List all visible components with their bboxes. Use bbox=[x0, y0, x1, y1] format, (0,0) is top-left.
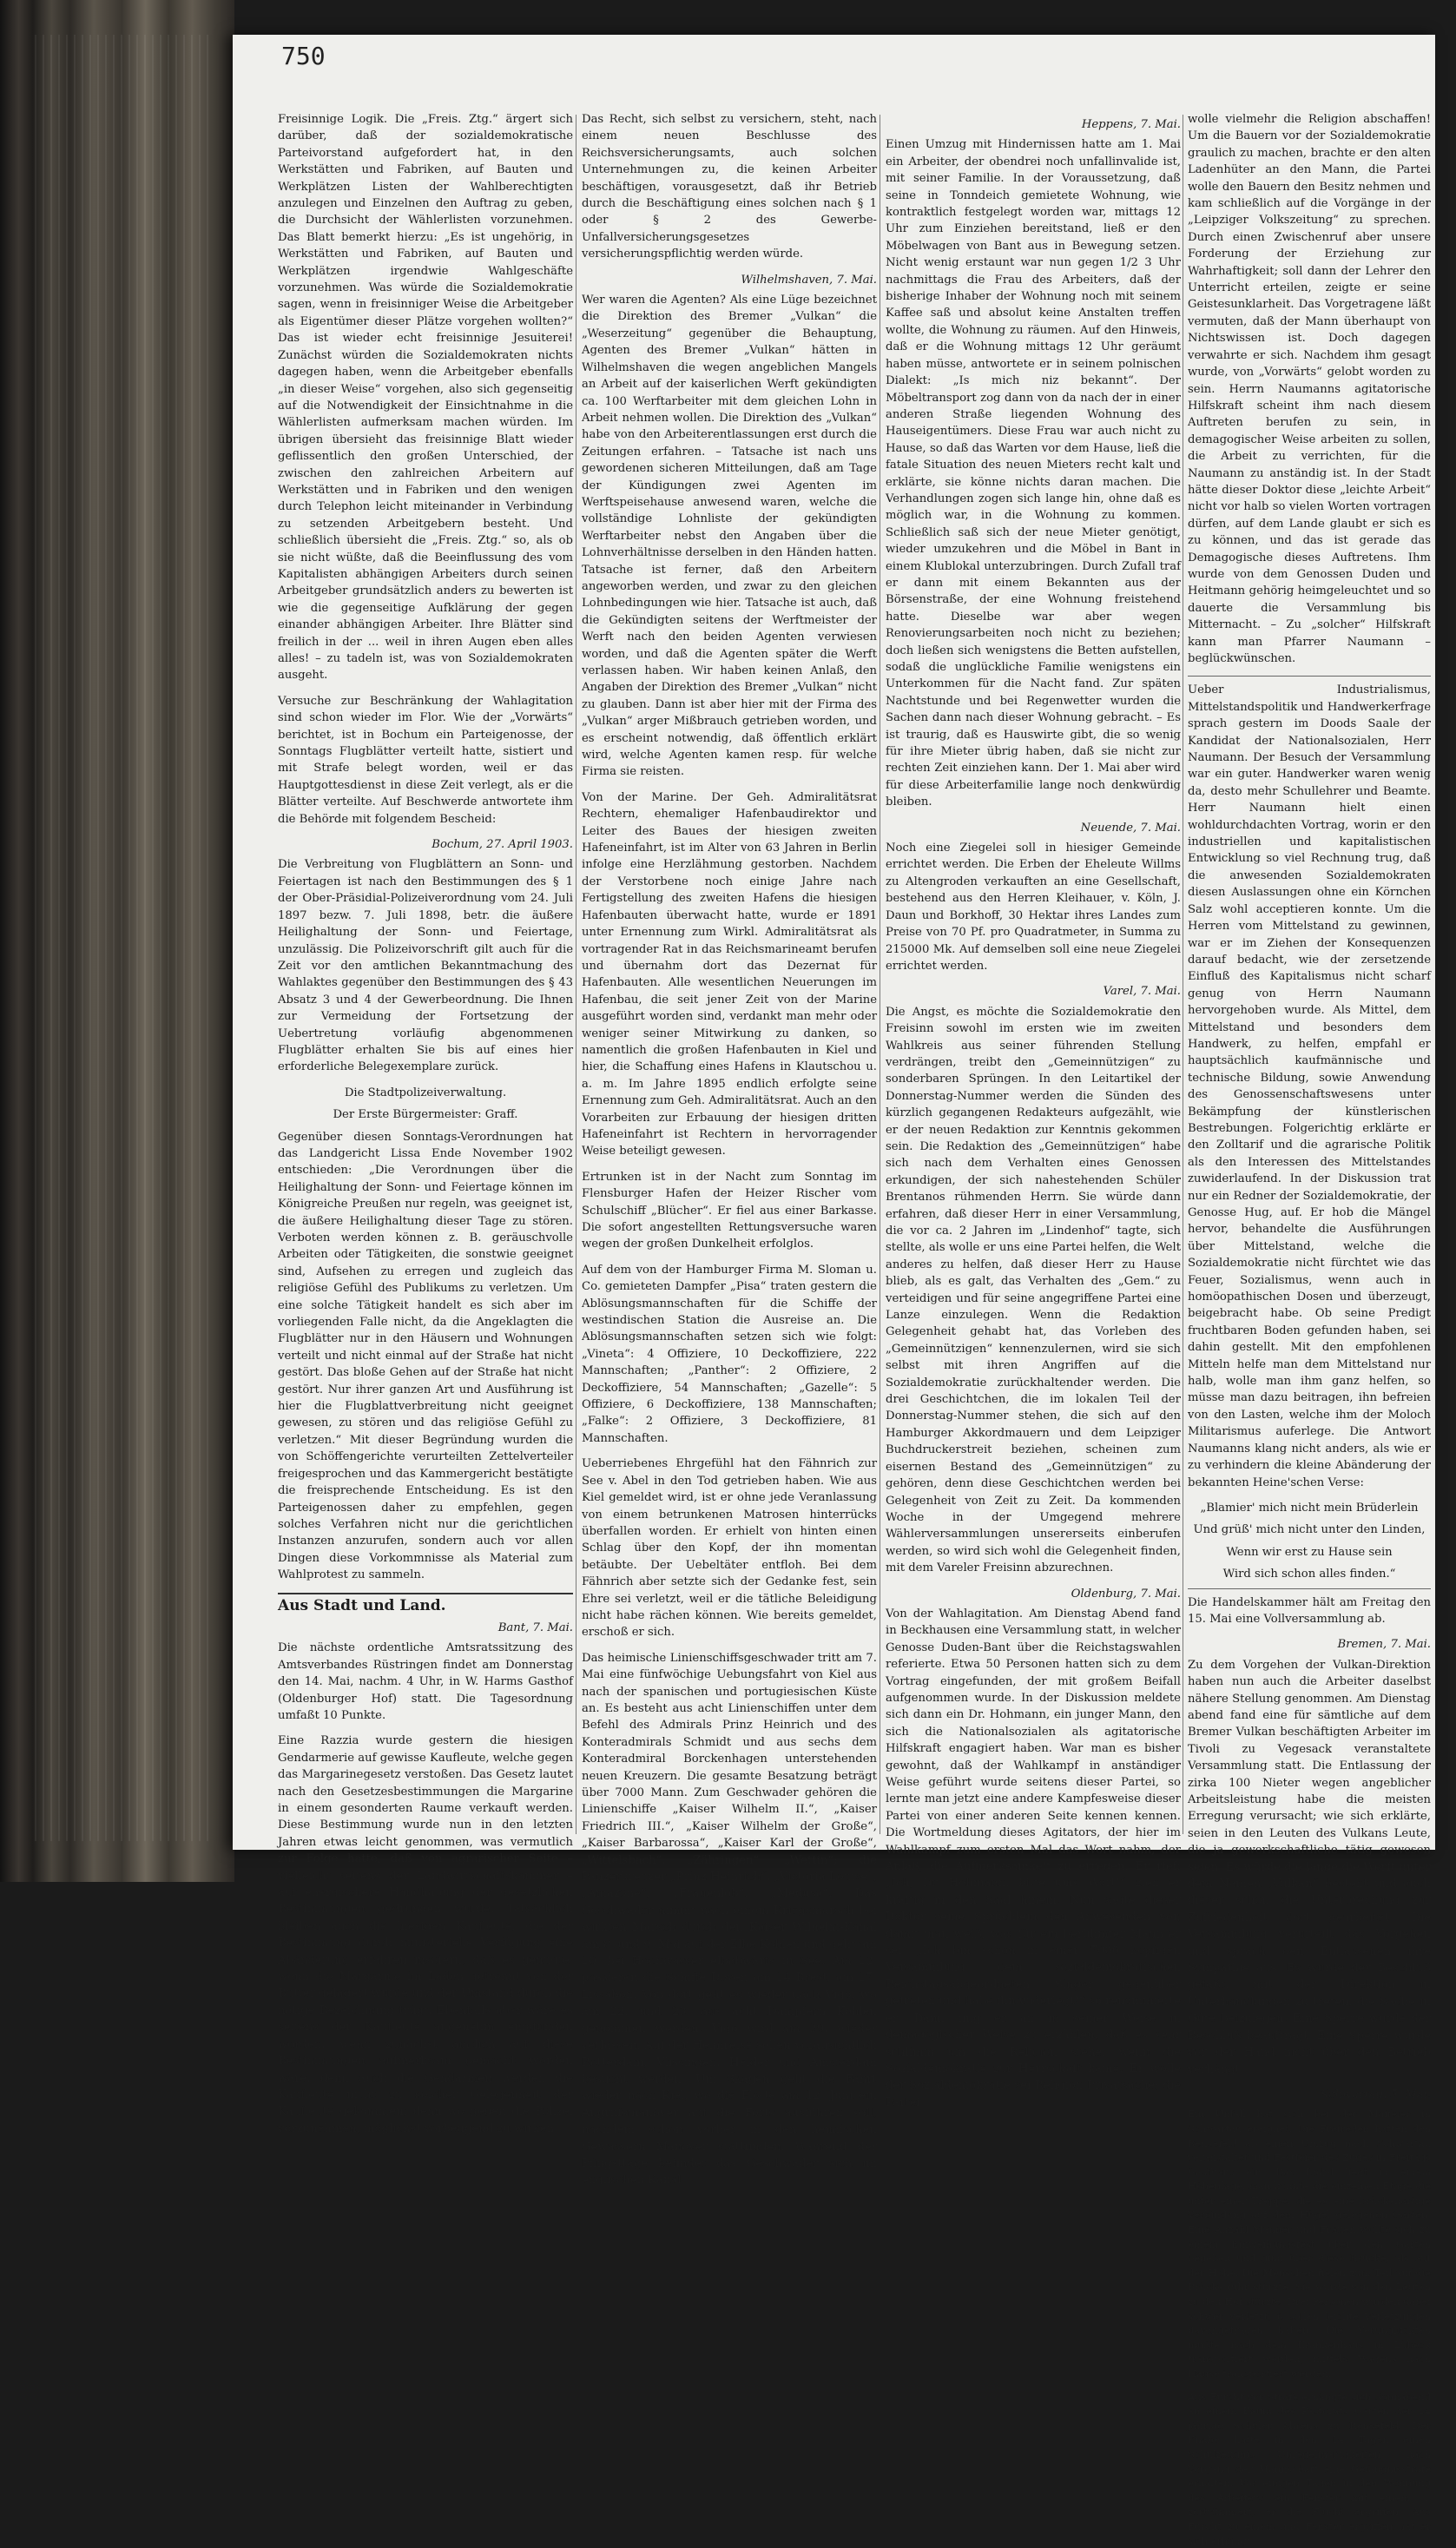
poem-line: Wird sich schon alles finden.“ bbox=[1222, 1568, 1396, 1581]
column-4 bbox=[1188, 111, 1431, 2547]
article-wahlagitation-oldenburg: Von der Wahlagitation. Am Dienstag Abend fand in Beckhausen eine Versammlung statt, in welcher Genosse Duden-Bant über die Reichstagswahlen referierte. Etwa 50 Personen hatten sich zu dem Vortrag eingefunden, der mit großem Beifall aufgenommen wurde. In der Diskussion meldete sich dann ein Dr. Hohmann, ein junger Mann, den sich die Nationalsozialen als agitatorische Hilfskraft engagiert haben. War man es bisher gewohnt, daß der Wahlkampf in anständiger Weise geführt wurde seitens dieser Partei, so lernte man jetzt eine andere Kampfesweise dieser Partei von einer anderen Seite kennen kennen. Die Wortmeldung dieses Agitators, der hier im Wahlkampf zum ersten Mal das Wort nahm, der Anlaß, die Aufmerksamkeit zu erregen. Er rief: „Ich, Dr. Hohmann, bitte ums Wort!“ zieh er kräftig in den Saal hinein. Nun sagte dieser Doktor seine Sprüchlein den Anwesenden vor, damit man weiß, was für ein berühmter Mann er sei. „Ich bin schon in einer 7000 köpfigen Versammlung dem sozialdemokratischen Reichstagsabgeordneten Singer gegenüber getreten und habe ihn widerlegt!“ so renommierte er. Dann fing er an in seiner Weise in demagogischer Weise zu erzählen, daß es sehr schlimm um die Religion stehe, wenn die Sozialdemokratie zur Herrschaft käme. Er wolle der Sozialdemokratie sei Religion Privatsache; die Partei bbox=[886, 1607, 1181, 2109]
article-bescheid: Die Verbreitung von Flugblättern an Sonn- und Feiertagen ist nach den Bestimmungen des § 1 der Ober-Präsidial-Polizeiverordnung vom 24. Juli 1897 bezw. 7. Juli 1898, betr. die äußere Heilighaltung der Sonn- und Feiertage, unzulässig. Die Polizeivorschrift gilt auch für die Zeit vor den amtlichen Bekanntmachung des Wahlaktes gegenüber den Bestimmungen des § 43 Absatz 3 und 4 der Gewerbeordnung. Die Ihnen zur Vermeidung der Fortsetzung der Uebertretung vorläufig abgenommenen Flugblätter erhalten Sie bis auf eines hier erforderliche Belegexemplare zurück. bbox=[278, 858, 573, 1074]
dateline: Bochum, 27. April 1903. bbox=[432, 838, 573, 852]
newspaper-page bbox=[233, 35, 1435, 2547]
article-ziegelei: Noch eine Ziegelei soll in hiesiger Gemeinde errichtet werden. Die Erben der Eheleute Willms zu Altengroden verkauften an eine Gesellschaft, bestehend aus den Herren Kleihauer, v. Köln, J. Daun und Borkhoff, 30 Hektar ihres Landes zum Preise von 70 Pf. pro Quadratmeter, in Summa zu 215000 Mk. Auf demselben soll eine neue Ziegelei errichtet werden. bbox=[886, 842, 1181, 973]
article-umzug: Einen Umzug mit Hindernissen hatte am 1. Mai ein Arbeiter, der obendrei noch unfallinvalide ist, mit seiner Familie. In der Voraussetzung, daß seine in Tonndeich gemietete Wohnung, wie kontraktlich festgelegt worden war, mittags 12 Uhr zum Einziehen bereitstand, ließ er den Möbelwagen von Bant aus in Bewegung setzen. Nicht wenig erstaunt war nun gegen 1/2 3 Uhr nachmittags die Frau des Arbeiters, daß der bisherige Inhaber der Wohnung noch mit seinem Kaffee saß und absolut keine Anstalten treffen wollte, die Wohnung zu räumen. Auf den Hinweis, daß er die Wohnung mittags 12 Uhr geräumt haben müsse, antwortete er in seinem polnischen Dialekt: „Is mich niz bekannt“. Der Möbeltransport zog dann von da nach der in einer anderen Straße liegenden Wohnung des Hauseigentümers. Diese Frau war auch nicht zu Hause, so daß das Warten vor dem Hause, ließ die fatale Situation des neuen Mieters recht kalt und erklärte, sie könne nichts daran machen. Die Verhandlungen zogen sich lange hin, ohne daß es möglich war, in die Wohnung zu kommen. Schließlich saß sich der neue Mieter genötigt, wieder umzukehren und die Möbel in Bant in einem Klublokal unterzubringen. Durch Zufall traf er dann mit einem Bekannten aus der Börsenstraße, der eine Wohnung freistehend hatte. Dieselbe war aber wegen Renovierungsarbeiten noch nicht zu beziehen; doch ließen sich wenigstens die Betten aufstellen, sodaß die unglückliche Familie wenigstens ein Unterkommen für die Nacht fand. Zur späten Nachtstunde und bei Regenwetter wurden die Sachen dann nach dieser Wohnung gebracht. – Es ist traurig, daß es Hauswirte gibt, die so wenig für ihre Mieter übrig haben, daß sie nicht zur rechten Zeit einziehen kann. Der 1. Mai aber wird für diese Arbeiterfamilie lange noch denkwürdig bleiben. bbox=[886, 138, 1181, 809]
divider bbox=[1188, 1588, 1431, 1589]
article-unfall: Ein Unfall hat sich bei der Maifeier in Schwartau ereignet. Die Freireden hatten den Rensefeld ab einen Umzug nach Schwartau veranstaltet und Festfeier des Zuges in Freitags Gasthaus ein. Das Lokal liegt in einem Höhenlage, man konnte die einzelnen Etage die unter einer Treppe, die es eine brückenartige Verbindung auf dem Hügel gelegenen Garten. Eine Anzahl Männer und Frauen wollte sich zu einem Einweihungsfest über den Garten begeben und ging über diese Brücke, als auf der Höhe. Die Menschen fielen zum Teil auf die Brücke fuhr stürzte. Sie wurde von den Leuten zu den Hof stürzte. Drei Personen wurden dabei schwer verletzt, 6 sollen leichte Verletzungen davongetragen haben. Die Verunglückten mußte nach dem Krankenhaus in Lübeck transportiert werden, mittels Wagens nach Hause transportiert werden. bbox=[1188, 2108, 1431, 2380]
article-geschwader: Das heimische Linienschiffsgeschwader tritt am 7. Mai eine fünfwöchige Uebungsfahrt von Kiel aus nach der spanischen und portugiesischen Küste an. Es besteht aus acht Linienschiffen unter dem Befehl des Admirals Prinz Heinrich und des Konteradmirals Schmidt und aus sechs dem Konteradmiral Borckenhagen unterstehenden neuen Kreuzern. Die gesamte Besatzung beträgt über 7000 Mann. Zum Geschwader gehören die Linienschiffe „Kaiser Wilhelm II.“, „Kaiser Friedrich III.“, „Kaiser Wilhelm der Große“, „Kaiser Barbarossa“, „Kaiser Karl der Große“, „Wittelsbach“, „Zähringen“, „Wettin“; die Panzerkreuzer „Prinz Heinrich“, „Victoria Louise“, „Amazone“, „Frauenlob“, „Medusa“. Das Geschwader nimmt nach einem Kriegsmarsch bei wirkten Marsch durch den Kaiser Wilhelm-Kanal am 8. und 9. Mai auf der Elbe Kohlen und geht am 10. bei Hochwasser elbabwärts in See. Am 12. passieren die Schiffe Dover, am 14 Brest, am 17. Lissabon. Von dort geht es wieder nach Vigo, wo am 22. und 23. aus acht Dampfern Kohlen genommen werden. Vigo wird am 29. wieder verlassen. Auf der Heimreise sollen vorausichtlich Rotterdam, Vlissingen, Helder und Amsterdam besucht werden. Um Skagen geht die Fahrt wieder nach Kiel, wo die Flotte am 12. Juni ein Angriffsmanöver auf die Forts ausführen soll, nachdem schon vorher in den heimischen Gewässern Manöver stattfinden. Während der Pfingsttage befindet das Geschwader sich im englischen Kanal. bbox=[582, 1651, 877, 2188]
dateline: Oldenburg, 7. Mai. bbox=[1071, 1587, 1181, 1601]
article-razzia: Eine Razzia wurde gestern die hiesigen Gendarmerie auf gewisse Kaufleute, welche gegen das Margarinegesetz verstoßen. Das Gesetz lautet nach den Gesetzesbestimmungen die Margarine in einem gesonderten Raume verkauft werden. Diese Bestimmung wurde nun in den letzten Jahren etwas leicht genommen, was vermutlich zur Folge hatte, daß von agrarischer Seite – vielleicht seitens der Landwirtschaftskammer – auf energischere Handhabung der gesetzlichen Bestimmungen gedrungen wurde. Tatsächlich bleiben auch die hiesigen Kaufleute, die der Bestimmung durch ministerielle Verfügung eine Abänderung erfahren insofern, daß es genügte, wenn die Margarine im Laden getrennt von der Butter gelagert wurde und der Umstand durch die nötige Bezeichnung trügt. Ebenfalls aber wäre es seitens der Kaufleute angenehm empfunden worden, wenn zunächst amtlich auf diese Bestimmungen aufmerksam gemacht worden wäre, denn auch die Gendarmen werden die Kaufleute nicht zu solcher Gelegenheit der Kaufleute gekommen; denn wo gegen die Polizei vorzunehmen, möglichst vorbeugend zu wirken. bbox=[278, 1734, 573, 2135]
book-spine bbox=[0, 0, 234, 1882]
dateline: Neuende, 7. Mai. bbox=[1080, 821, 1181, 835]
poem-line: „Blamier' mich nicht mein Brüderlein bbox=[1200, 1501, 1419, 1515]
dateline: Heppens, 7. Mai. bbox=[1081, 118, 1181, 131]
book-page-edges bbox=[35, 35, 208, 1841]
page-number: 750 bbox=[281, 42, 326, 70]
dateline: Varel, 7. Mai. bbox=[1103, 985, 1181, 999]
article-religion: wolle vielmehr die Religion abschaffen! Um die Bauern vor der Sozialdemokratie graulich zu machen, brachte er den alten Ladenhüter an den Mann, die Partei wolle den Bauern den Besitz nehmen und kam schließlich auf die Vorgänge in der „Leipziger Volkszeitung“ zu sprechen. Durch einen Zwischenruf aber unsere Forderung der Erziehung zur Wahrhaftigkeit; soll dann der Lehrer den Unterricht erteilen, zeigte er seine Geistesunklarheit. Das Vorgetragene läßt vermuten, daß der Mann überhaupt von Nichtswissen ist. Doch dagegen verwahrte er sich. Nachdem ihm gesagt wurde, von „Vorwärts“ gelobt worden zu sein. Herrn Naumanns agitatorische Hilfskraft scheint ihm nach diesem Auftreten berufen zu sein, in demagogischer Weise arbeiten zu sollen, die Arbeit zu verrichten, für die Naumann zu anständig ist. In der Stadt hätte dieser Doktor diese „leichte Arbeit“ nicht vor halb so vielen Worten vortragen dürfen, auf dem Lande glaubt er sich es zu können, und das ist gerade das Demagogische dieses Auftretens. Ihm wurde von dem Genossen Duden und Heitmann gehörig heimgeleuchtet und so dauerte die Versammlung bis Mitternacht. – Zu „solcher“ Hilfskraft kann man Pfarrer Naumann – beglückwünschen. bbox=[1188, 113, 1431, 665]
dateline: Bant, 7. Mai. bbox=[497, 1621, 573, 1634]
article-ertrunken: Ertrunken ist in der Nacht zum Sonntag im Flensburger Hafen der Heizer Rischer vom Schulschiff „Blücher“. Er fiel aus einer Barkasse. Die sofort angestellten Rettungsversuche waren wegen der großen Dunkelheit erfolglos. bbox=[582, 1170, 877, 1251]
article-marine: Von der Marine. Der Geh. Admiralitätsrat Rechtern, ehemaliger Hafenbaudirektor und Leiter des Baues der hiesigen zweiten Hafeneinfahrt, ist im Alter von 63 Jahren in Berlin infolge eine Herzlähmung gestorben. Nachdem der Verstorbene noch einige Jahre nach Fertigstellung des zweiten Hafens die hiesigen Hafenbauten überwacht hatte, wurde er 1891 unter Ernennung zum Wirkl. Admiralitätsrat als vortragender Rat in das Reichsmarineamt berufen und übernahm dort das Dezernat für Hafenbauten. Alle wesentlichen Neuerungen im Hafenbau, die seit jener Zeit von der Marine ausgeführt worden sind, verdankt man mehr oder weniger seiner Mitwirkung zu danken, so namentlich die großen Hafenbauten in Kiel und hier, die Schaffung eines Hafens in Klautschou u. a. m. Im Jahre 1895 endlich erfolgte seine Ernennung zum Geh. Admiralitätsrat. Auch an den Vorarbeiten zur Erbauung der hiesigen dritten Hafeneinfahrt ist Rechtern in hervorragender Weise beteiligt gewesen. bbox=[582, 790, 877, 1158]
column-3 bbox=[886, 111, 1181, 2109]
article-amtsrat: Die nächste ordentliche Amtsratssitzung des Amtsverbandes Rüstringen findet am Donnerstag den 14. Mai, nachm. 4 Uhr, in W. Harms Gasthof (Oldenburger Hof) statt. Die Tagesordnung umfaßt 10 Punkte. bbox=[278, 1641, 573, 1722]
dateline: Schwartau, 5. Mai. bbox=[1321, 2088, 1431, 2102]
article-industrialismus: Ueber Industrialismus, Mittelstandspolitik und Handwerkerfrage sprach gestern im Doods Saale der Kandidat der Nationalsozialen, Herr Naumann. Der Besuch der Versammlung war ein guter. Handwerker waren wenig da, desto mehr Schullehrer und Beamte. Herr Naumann hielt einen wohldurchdachten Vortrag, worin er den industriellen und kapitalistischen Entwicklung so viel Rechnung trug, daß die anwesenden Sozialdemokraten diesen Auslassungen ohne ein Körnchen Salz wohl acceptieren konnte. Um die Herren vom Mittelstand zu gewinnen, war er im Ziehen der Konsequenzen darauf bedacht, wie der zersetzende Einfluß des Kapitalismus nicht scharf genug von Herrn Naumann hervorgehoben wurde. Als Mittel, dem Mittelstand und besonders dem Handwerk, zu helfen, empfahl er hauptsächlich kaufmännische und technische Bildung, sowie Anwendung des Genossenschaftswesens unter Bekämpfung der künstlerischen Bestrebungen. Folgerichtig erklärte er den Zolltarif und die agrarische Politik als den Interessen des Mittelstandes zuwiderlaufend. In der Diskussion trat nur ein Redner der Sozialdemokratie, der Genosse Hug, auf. Er hob die Mängel hervor, behandelte die Ausführungen über Mittelstand, welche die Sozialdemokratie nicht fürchtet wie das Feuer, Sozialismus, wenn auch in homöopathischen Dosen und überzeugt, beigebracht habe. Ob seine Predigt fruchtbaren Boden gefunden haben, sei dahin gestellt. Mit den empfohlenen Mitteln helfe man dem Mittelstand nur halb, wolle man ihm ganz helfen, so müsse man dazu beitragen, ihn befreien von den Lasten, welche ihm der Moloch Militarismus auferlege. Die Antwort Naumanns klang nicht anders, als wie er zu verhindern die kleine Abänderung der bekannten Heine'schen Verse: bbox=[1188, 683, 1431, 1489]
column-2 bbox=[582, 111, 877, 2188]
article-furcht: Aus Furcht vor Strafe erhängte sich Sonnabend an einem Baum des Pastorats Garten der 14 jährige Schüler Ahrens zu Rensefeld. Der Knabe hatte in den 14 Tagen einen Schulzeugnis Unregelmäßigkeiten, nach Vorgang der Mannschaft eine Gefängnisstrafe erhalten. Vor einigen Tagen in den Wohnung des Arbeiters ein Fenster mit einem ... zertrümmert, er die Flucht ergriffen. Aus Furcht zu einem und Fenster ergriffen hat er sich erhängt. bbox=[1188, 2390, 1431, 2547]
article-landgericht: Gegenüber diesen Sonntags-Verordnungen hat das Landgericht Lissa Ende November 1902 entschieden: „Die Verordnungen über die Heilighaltung der Sonn- und Feiertage können im Königreiche Preußen nur regeln, was geeignet ist, die äußere Heilighaltung dieser Tage zu stören. Verboten werden können z. B. geräuschvolle Arbeiten oder Tätigkeiten, die sonstwie geeignet sind, Aufsehen zu erregen und zugleich das religiöse Gefühl des Publikums zu verletzen. Um eine solche Tätigkeit handelt es sich aber im vorliegenden Falle nicht, da die Angeklagten die Flugblätter nur in den Häusern und Wohnungen verteilt und nicht einmal auf der Straße hat nicht gestört. Das bloße Gehen auf der Straße hat nicht gestört. Nur ihrer ganzen Art und Ausführung ist hier die Flugblattverbreitung nicht geeignet gewesen, zu stören und das religiöse Gefühl zu verletzen.“ Mit dieser Begründung wurden die von Schöffengerichte verurteilten Zettelverteiler freigesprochen und das Kammergericht bestätigte die freisprechende Entscheidung. Es ist den Parteigenossen daher zu empfehlen, gegen solches Verfahren nicht nur die gerichtlichen Instanzen anzurufen, sondern auch vor allen Dingen diese Vorkommnisse als Material zum Wahlprotest zu sammeln. bbox=[278, 1130, 573, 1582]
poem-line: Wenn wir erst zu Hause sein bbox=[1226, 1545, 1393, 1559]
article-freisinnige-logik: Freisinnige Logik. Die „Freis. Ztg.“ ärgert sich darüber, daß der sozialdemokratische Parteivorstand aufgefordert hat, in den Werkstätten und Fabriken, auf Bauten und Werkplätzen Listen der Wahlberechtigten anzulegen und Einzelnen den Auftrag zu geben, die Durchsicht der Wählerlisten vorzunehmen. Das Blatt bemerkt hierzu: „Es ist ungehörig, in Werkstätten und Fabriken, auf Bauten und Werkplätzen irgendwie Wahlgeschäfte vorzunehmen. Was würde die Sozialdemokratie sagen, wenn in freisinniger Weise die Arbeitgeber als Eigentümer dieser Plätze vorgehen wollten?“ Das ist wieder echt freisinnige Jesuiterei! Zunächst würden die Sozialdemokraten nichts dagegen haben, wenn die Arbeitgeber ebenfalls „in dieser Weise“ vorgehen, also sich gegenseitig auf die Notwendigkeit der Einsichtnahme in die Wählerlisten aufmerksam machen würden. Im übrigen übersieht das freisinnige Blatt wieder geflissentlich den großen Unterschied, der zwischen den zahlreichen Arbeitern auf Werkstätten und in Fabriken und den wenigen durch Telephon leicht miteinander in Verbindung zu setzenden Arbeitgebern besteht. Und schließlich übersieht die „Freis. Ztg.“ so, als ob sie nicht wüßte, daß die Beeinflussung des vom Kapitalisten abhängigen Arbeiters durch seinen Arbeitgeber grundsätzlich anders zu bewerten ist wie die gegenseitige Aufklärung der gegen einander abhängigen Arbeiter. Ihre Blätter sind freilich in der ... weil in ihren Augen eben alles alles! – zu tadeln ist, was von Sozialdemokraten ausgeht. bbox=[278, 113, 573, 683]
signoff: Der Erste Bürgermeister: Graff. bbox=[333, 1108, 518, 1122]
article-agenten: Wer waren die Agenten? Als eine Lüge bezeichnet die Direktion des Bremer „Vulkan“ die „Weserzeitung“ gegenüber die Behauptung, Agenten des Bremer „Vulkan“ hätten in Wilhelmshaven die wegen angeblichen Mangels an Arbeit auf der kaiserlichen Werft gekündigten ca. 100 Werftarbeiter mit dem gleichen Lohn in Arbeit nehmen wollen. Die Direktion des „Vulkan“ habe von den Arbeiterentlassungen erst durch die Zeitungen erfahren. – Tatsache ist nach uns gewordenen sicheren Mitteilungen, daß am Tage der Kündigungen zwei Agenten im Werftspeisehause anwesend waren, welche die vollständige Lohnliste der gekündigten Werftarbeiter nebst den Angaben über die Lohnverhältnisse derselben in den Händen hatten. Tatsache ist ferner, daß den Arbeitern angeworben werden, und zwar zu den gleichen Lohnbedingungen wie hier. Tatsache ist auch, daß die Gekündigten seitens der Werftmeister der Werft nach den beiden Agenten verwiesen worden, und daß die Agenten später die Werft verlassen haben. Wir haben keinen Anlaß, den Angaben der Direktion des Bremer „Vulkan“ nicht zu glauben. Dann ist aber hier mit der Firma des „Vulkan“ arger Mißbrauch getrieben worden, und es erscheint notwendig, daß öffentlich erklärt wird, welche Agenten kamen resp. für welche Firma sie reisten. bbox=[582, 294, 877, 779]
signoff: Die Stadtpolizeiverwaltung. bbox=[344, 1086, 507, 1099]
article-ehrgefuehl: Ueberriebenes Ehrgefühl hat den Fähnrich zur See v. Abel in den Tod getrieben haben. Wie aus Kiel gemeldet wird, ist er ohne jede Veranlassung von einem betrunkenen Matrosen hinterrücks überfallen worden. Er erhielt von hinten einen Schlag über den Kopf, der ihn momentan betäubte. Der Uebeltäter entfloh. Bei dem Fähnrich aber setzte sich der Gedanke fest, sein Ehre sei verletzt, weil er die tätliche Beleidigung nicht habe rächen können. Wie bereits gemeldet, erschoß er sich. bbox=[582, 1457, 877, 1640]
article-angst: Die Angst, es möchte die Sozialdemokratie den Freisinn sowohl im ersten wie im zweiten Wahlkreis aus seiner führenden Stellung verdrängen, treibt den „Gemeinnützigen“ zu sonderbaren Sprüngen. In den Leitartikel der Donnerstag-Nummer werden die Sünden des kürzlich gegangenen Redakteurs aufgezählt, wie er der neuen Redaktion zur Kenntnis gekommen sein. Die Redaktion des „Gemeinnützigen“ habe sich nach dem Verhalten eines Genossen erkundigen, der sich nahestehenden Schüler Brentanos rühmenden Herrn. Sie würde dann erfahren, daß dieser Herr in einer Versammlung, die vor ca. 2 Jahren im „Lindenhof“ tagte, sich stellte, als wolle er uns eine Partei helfen, die Welt anderes zu helfen, daß dieser Herr zu Hause blieb, als es galt, das Verhalten des „Gem.“ zu verteidigen und für seine angegriffene Partei eine Lanze einzulegen. Wenn die Redaktion Gelegenheit gehabt hat, das Vorleben des „Gemeinnützigen“ kennenzulernen, wird sie sich selbst mit ihren Angriffen auf die Sozialdemokratie zurückhaltender werden. Die drei Geschichtchen, die im lokalen Teil der Donnerstag-Nummer stehen, die sich auf den Hamburger Akkordmauern und dem Leipziger Buchdruckerstreit beziehen, scheinen zum eisernen Bestand des „Gemeinnützigen“ zu gehören, denn diese Geschichtchen werden bei Gelegenheit von Zeit zu Zeit. Da kommenden Woche in der Umgegend mehrere Wählerversammlungen unsererseits einberufen werden, so wird sich wohl die Gelegenheit finden, mit dem Vareler Freisinn abzurechnen. bbox=[886, 1005, 1181, 1575]
poem-line: Und grüß' mich nicht unter den Linden, bbox=[1193, 1523, 1426, 1537]
article-vulkan: Zu dem Vorgehen der Vulkan-Direktion haben nun auch die Arbeiter daselbst nähere Stellung genommen. Am Dienstag abend fand eine für sämtliche auf dem Bremer Vulkan beschäftigten Arbeiter im Tivoli zu Vegesack veranstaltete Versammlung statt. Die Entlassung der zirka 100 Nieter wegen angeblicher Arbeitsleistung habe die meisten Erregung verursacht; wie sich erklärte, seien in den Leuten des Vulkans Leute, die ja gewerkschaftliche tätig gewesen seien. Es würde die lange die Werft unter dem Namen „Vulkan“ besteht und auch dieser schon die Unterbrechung zur Zufriedenheit dort gearbeitet. Die Versammlung verurteilt das Vorgehen und sprach den Entlassenen ihre Sympathie aus. Es wurde der Beschluß gefaßt, mit der Direktion in Unterhandlungen zu treten, die Sache in Güte beizulegen. Eine Sperre wurde der Beschluß beauftragt. Eine Sperre wurde vor der Hand nicht über den Betrieb verhängt. bbox=[1188, 1658, 1431, 2076]
section-title: Aus Stadt und Land. bbox=[278, 1593, 573, 1614]
divider bbox=[1188, 676, 1431, 677]
article-wahlagitation: Versuche zur Beschränkung der Wahlagitation sind schon wieder im Flor. Wie der „Vorwärts“ berichtet, ist in Bochum ein Parteigenosse, der Sonntags Flugblätter verteilt hatte, sistiert und mit Strafe belegt worden, weil er das Hauptgottesdienst in diese Zeit verlegt, als er die Blätter verteilte. Auf Beschwerde antwortete ihm die Behörde mit folgendem Bescheid: bbox=[278, 694, 573, 826]
article-handelskammer: Die Handelskammer hält am Freitag den 15. Mai eine Vollversammlung ab. bbox=[1188, 1595, 1431, 1626]
article-recht-versichern: Das Recht, sich selbst zu versichern, steht, nach einem neuen Beschlusse des Reichsversicherungsamts, auch solchen Unternehmungen zu, die keinen Arbeiter beschäftigen, vorausgesetzt, daß ihr Betrieb durch die Beschäftigung eines solchen nach § 1 oder § 2 des Gewerbe-Unfallversicherungsgesetzes versicherungspflichtig werden würde. bbox=[582, 113, 877, 261]
dateline: Wilhelmshaven, 7. Mai. bbox=[741, 273, 877, 287]
dateline: Bremen, 7. Mai. bbox=[1337, 1638, 1431, 1652]
column-1 bbox=[278, 111, 573, 2135]
article-pisa: Auf dem von der Hamburger Firma M. Sloman u. Co. gemieteten Dampfer „Pisa“ traten gestern die Ablösungsmannschaften für die Schiffe der westindischen Station die Ausreise an. Die Ablösungsmannschaften setzen sich wie folgt: „Vineta“: 4 Offiziere, 10 Deckoffiziere, 222 Mannschaften; „Panther“: 2 Offiziere, 2 Deckoffiziere, 54 Mannschaften; „Gazelle“: 5 Offiziere, 6 Deckoffiziere, 138 Mannschaften; „Falke“: 2 Offiziere, 3 Deckoffiziere, 81 Mannschaften. bbox=[582, 1263, 877, 1445]
